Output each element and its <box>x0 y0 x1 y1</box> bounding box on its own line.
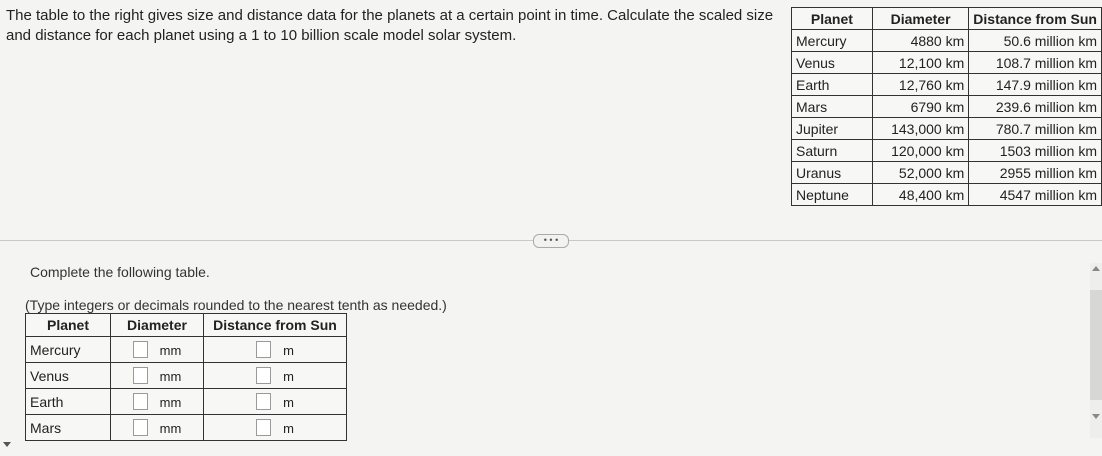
scrollbar-thumb[interactable] <box>1090 290 1102 400</box>
diameter-answer-input[interactable] <box>133 341 148 358</box>
planet-distance: 2955 million km <box>969 162 1102 184</box>
table-row <box>792 52 1102 74</box>
answer-header-planet: Planet <box>26 314 111 337</box>
distance-answer-input[interactable] <box>256 419 271 436</box>
distance-answer-input[interactable] <box>256 393 271 410</box>
unit-m: m <box>283 420 294 436</box>
unit-m: m <box>283 342 294 358</box>
header-diameter: Diameter <box>872 8 968 30</box>
unit-mm: mm <box>159 368 182 384</box>
planet-distance: 147.9 million km <box>969 74 1102 96</box>
answer-header-distance: Distance from Sun <box>204 314 347 337</box>
diameter-cell <box>111 415 204 441</box>
planet-name: Mars <box>792 96 873 118</box>
unit-mm: mm <box>159 342 182 358</box>
diameter-cell <box>111 389 204 415</box>
answer-planet-name: Earth <box>26 389 111 415</box>
planet-name: Jupiter <box>792 118 873 140</box>
table-row <box>792 30 1102 52</box>
planet-diameter: 12,760 km <box>872 74 968 96</box>
answer-planet-name: Mars <box>26 415 111 441</box>
table-row <box>792 118 1102 140</box>
header-distance: Distance from Sun <box>969 8 1102 30</box>
distance-cell <box>204 363 347 389</box>
planet-distance: 4547 million km <box>969 184 1102 206</box>
planet-name: Uranus <box>792 162 873 184</box>
dropdown-arrow-icon[interactable] <box>3 442 11 447</box>
planet-name: Mercury <box>792 30 873 52</box>
planet-diameter: 143,000 km <box>872 118 968 140</box>
table-row <box>792 184 1102 206</box>
diameter-answer-input[interactable] <box>133 393 148 410</box>
distance-cell <box>204 389 347 415</box>
answer-planet-name: Venus <box>26 363 111 389</box>
planet-name: Venus <box>792 52 873 74</box>
hint-text: (Type integers or decimals rounded to the nearest tenth as needed.) <box>25 297 447 313</box>
answer-row <box>26 337 347 363</box>
unit-mm: mm <box>159 394 182 410</box>
question-prompt: The table to the right gives size and distance data for the planets at a certain point in time. Calculate the scaled size and distance for each planet using a 1 to 10 billion scale model solar system. <box>6 7 774 44</box>
diameter-answer-input[interactable] <box>133 419 148 436</box>
planet-diameter: 120,000 km <box>872 140 968 162</box>
planet-distance: 239.6 million km <box>969 96 1102 118</box>
answer-table <box>25 313 347 441</box>
planet-diameter: 52,000 km <box>872 162 968 184</box>
table-row <box>792 74 1102 96</box>
diameter-answer-input[interactable] <box>133 367 148 384</box>
planet-diameter: 4880 km <box>872 30 968 52</box>
answer-row <box>26 415 347 441</box>
planet-distance: 1503 million km <box>969 140 1102 162</box>
answer-header-row <box>26 314 347 337</box>
answer-row <box>26 389 347 415</box>
distance-answer-input[interactable] <box>256 367 271 384</box>
planet-name: Neptune <box>792 184 873 206</box>
unit-m: m <box>283 394 294 410</box>
instruction-text: Complete the following table. <box>30 264 210 280</box>
distance-answer-input[interactable] <box>256 341 271 358</box>
scroll-up-arrow-icon[interactable] <box>1092 266 1100 271</box>
answer-row <box>26 363 347 389</box>
answer-header-diameter: Diameter <box>111 314 204 337</box>
planet-distance: 780.7 million km <box>969 118 1102 140</box>
diameter-cell <box>111 363 204 389</box>
unit-mm: mm <box>159 420 182 436</box>
planet-diameter: 6790 km <box>872 96 968 118</box>
scroll-down-arrow-icon[interactable] <box>1092 414 1100 419</box>
planet-distance: 108.7 million km <box>969 52 1102 74</box>
unit-m: m <box>283 368 294 384</box>
table-header-row <box>792 8 1102 30</box>
expand-more-button[interactable]: • • • <box>533 234 569 248</box>
planet-diameter: 48,400 km <box>872 184 968 206</box>
planet-distance: 50.6 million km <box>969 30 1102 52</box>
table-row <box>792 96 1102 118</box>
diameter-cell <box>111 337 204 363</box>
distance-cell <box>204 337 347 363</box>
planet-name: Earth <box>792 74 873 96</box>
planet-name: Saturn <box>792 140 873 162</box>
table-row <box>792 140 1102 162</box>
header-planet: Planet <box>792 8 873 30</box>
planet-data-table <box>791 7 1102 206</box>
table-row <box>792 162 1102 184</box>
distance-cell <box>204 415 347 441</box>
planet-diameter: 12,100 km <box>872 52 968 74</box>
answer-planet-name: Mercury <box>26 337 111 363</box>
